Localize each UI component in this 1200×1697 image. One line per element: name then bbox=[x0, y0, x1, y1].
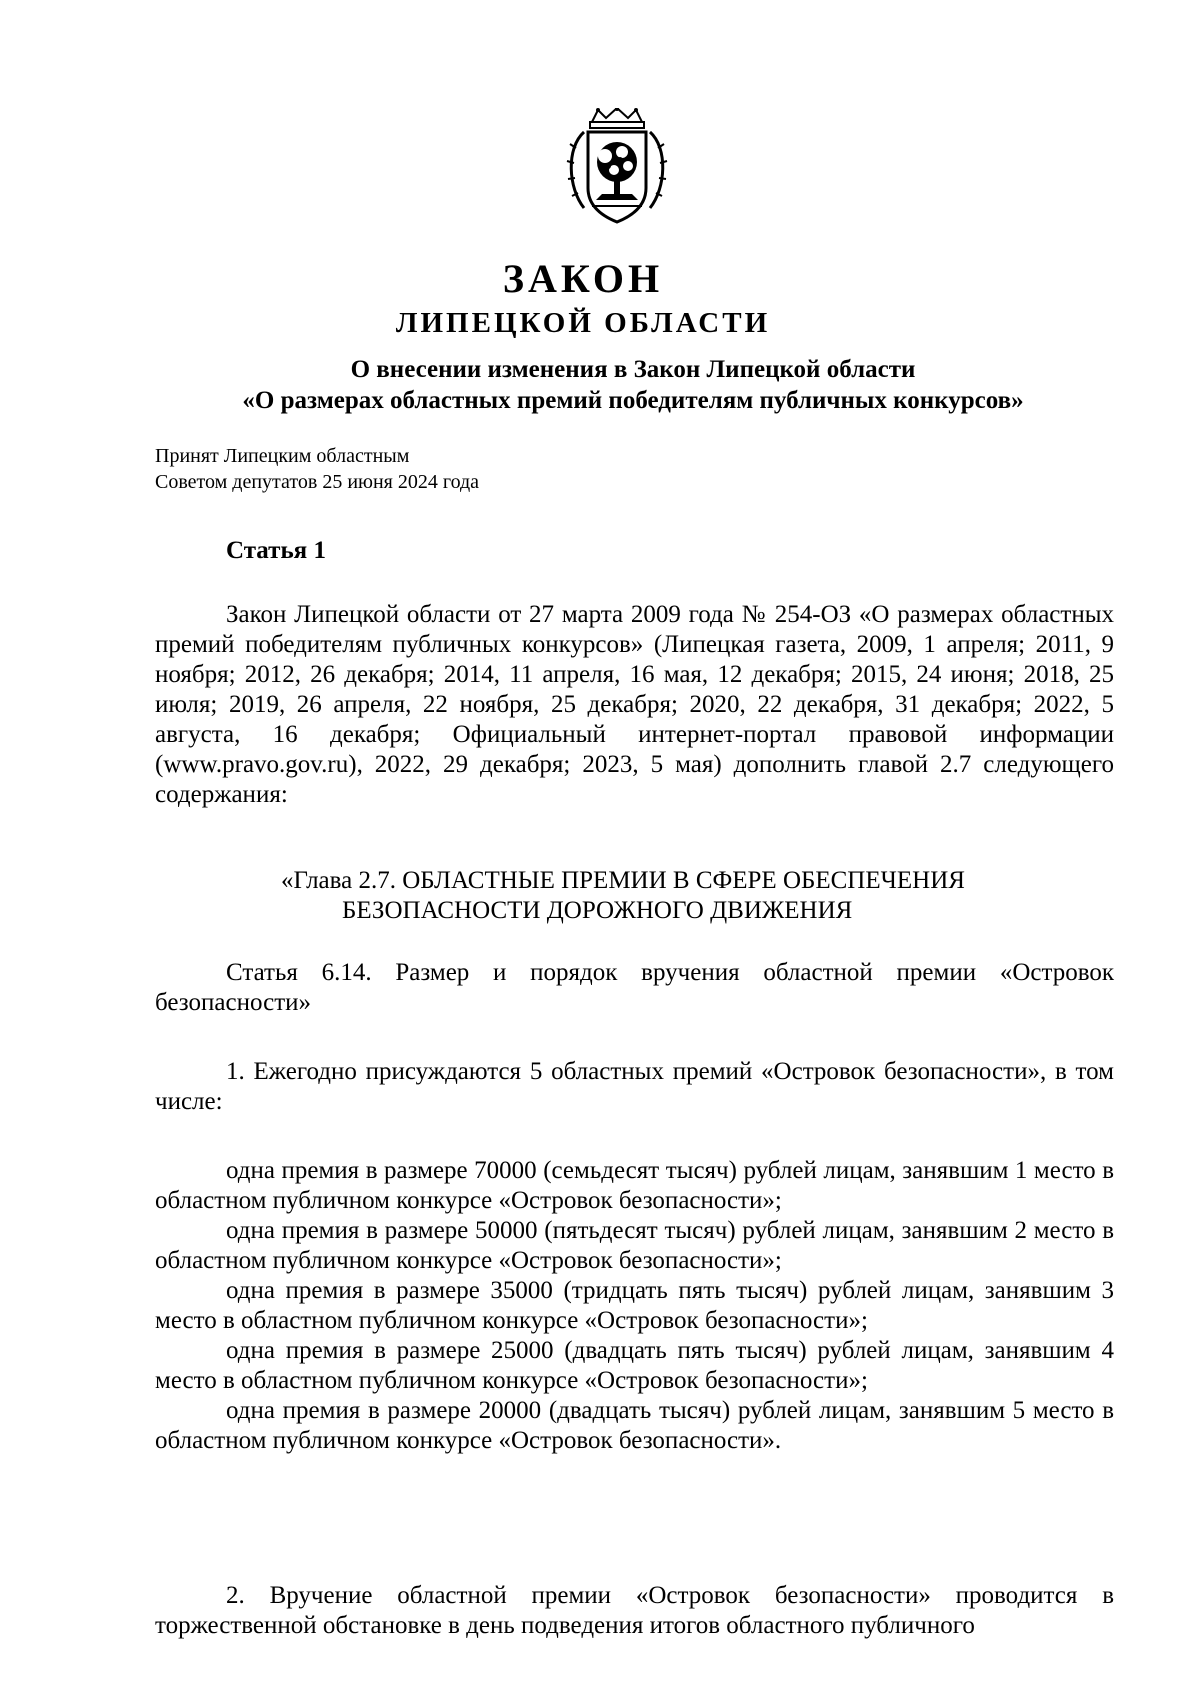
list-item: одна премия в размере 70000 (семьдесят тысяч) рублей лицам, занявшим 1 место в областном публичном конкурсе «Островок безопасности»; bbox=[155, 1157, 1114, 1214]
chapter-heading-line-1: «Глава 2.7. ОБЛАСТНЫЕ ПРЕМИИ В СФЕРЕ ОБЕСПЕЧЕНИЯ bbox=[281, 867, 965, 894]
list-item: одна премия в размере 25000 (двадцать пять тысяч) рублей лицам, занявшим 4 место в областном публичном конкурсе «Островок безопасности»; bbox=[155, 1337, 1114, 1394]
list-item: одна премия в размере 35000 (тридцать пять тысяч) рублей лицам, занявшим 3 место в областном публичном конкурсе «Островок безопасности»; bbox=[155, 1277, 1114, 1334]
article-6-14-heading: Статья 6.14. Размер и порядок вручения областной премии «Островок безопасности» bbox=[155, 959, 1114, 1016]
doc-title-line-1: О внесении изменения в Закон Липецкой области bbox=[350, 356, 916, 383]
adoption-line-1: Принят Липецким областным bbox=[155, 445, 410, 467]
point-1 bbox=[155, 1057, 1114, 1117]
chapter-heading-line-2: БЕЗОПАСНОСТИ ДОРОЖНОГО ДВИЖЕНИЯ bbox=[342, 897, 853, 924]
article-1-heading: Статья 1 bbox=[226, 537, 326, 564]
doc-title-line-2: «О размерах областных премий победителям публичных конкурсов» bbox=[242, 387, 1024, 414]
law-region: ЛИПЕЦКОЙ ОБЛАСТИ bbox=[395, 307, 771, 339]
list-item: одна премия в размере 50000 (пятьдесят тысяч) рублей лицам, занявшим 2 место в областном публичном конкурсе «Островок безопасности»; bbox=[155, 1217, 1114, 1274]
article-1-body: Закон Липецкой области от 27 марта 2009 года № 254-ОЗ «О размерах областных премий победителям публичных конкурсов» (Липецкая газета, 2009, 1 апреля; 2011, 9 ноября; 2012, 26 декабря; 2014, 11 апреля, 16 мая, 12 декабря; 2015, 24 июня; 2018, 25 июля; 2019, 26 апреля, 22 ноября, 25 декабря; 2020, 22 декабря, 31 декабря; 2022, 5 августа, 16 декабря; Официальный интернет-портал правовой информации (www.pravo.gov.ru), 2022, 29 декабря; 2023, 5 мая) дополнить главой 2.7 следующего содержания: bbox=[155, 601, 1114, 808]
law-title: ЗАКОН bbox=[502, 256, 664, 301]
prize-list bbox=[155, 1156, 1114, 1456]
point-2: 2. Вручение областной премии «Островок безопасности» проводится в торжественной обстановке в день подведения итогов областного публичного bbox=[155, 1582, 1114, 1639]
coat-of-arms-icon bbox=[562, 108, 672, 226]
adoption-line-2: Советом депутатов 25 июня 2024 года bbox=[155, 471, 480, 493]
list-item: одна премия в размере 20000 (двадцать тысяч) рублей лицам, занявшим 5 место в областном публичном конкурсе «Островок безопасности». bbox=[155, 1397, 1114, 1454]
point-1-text: 1. Ежегодно присуждаются 5 областных премий «Островок безопасности», в том числе: bbox=[155, 1058, 1114, 1115]
